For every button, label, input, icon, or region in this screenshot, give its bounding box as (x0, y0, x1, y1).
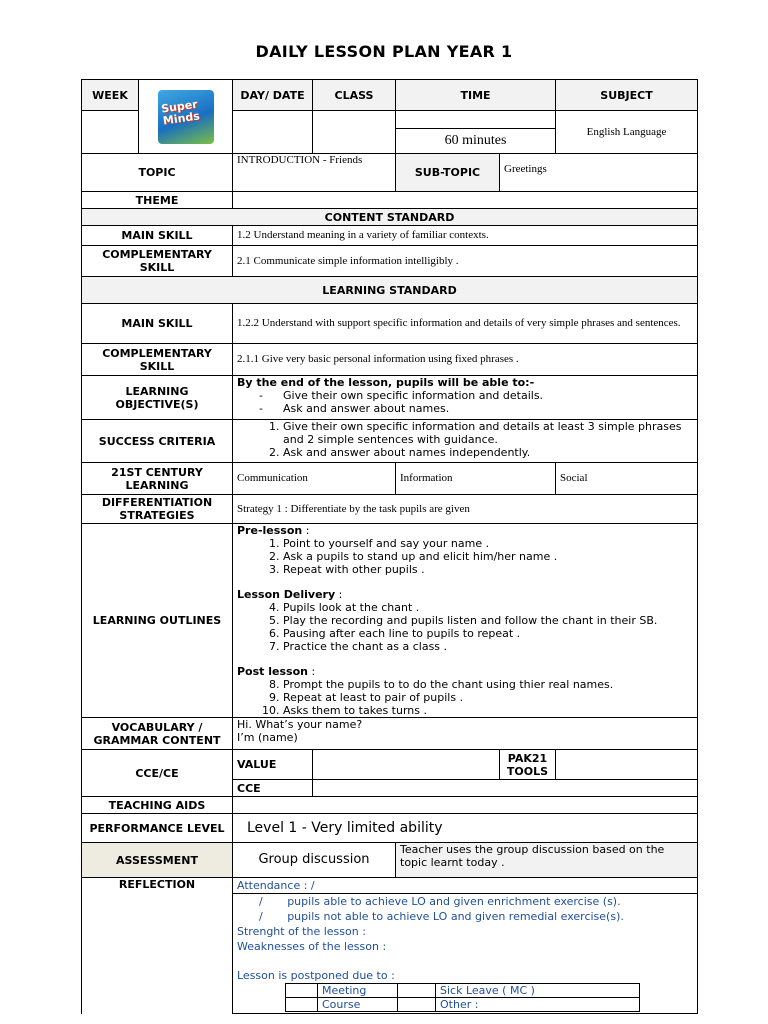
teaching-aids-field (233, 797, 698, 814)
week-value (82, 111, 139, 154)
theme-label: THEME (82, 192, 233, 209)
page-title: DAILY LESSON PLAN YEAR 1 (255, 42, 513, 61)
century-value-social: Social (556, 463, 698, 495)
assessment-note: Teacher uses the group discussion based on the topic learnt today . (396, 843, 698, 878)
cce-label: CCE (233, 780, 313, 797)
lesson-plan-table (81, 79, 698, 1014)
topic-label: TOPIC (82, 154, 233, 192)
postponed-line: Lesson is postponed due to : (237, 969, 395, 982)
pre-lesson-item: 3. Repeat with other pupils . (283, 563, 693, 576)
value-field (313, 750, 500, 780)
objective-item: - Ask and answer about names. (259, 402, 693, 415)
century-value-communication: Communication (233, 463, 396, 495)
postponed-reasons-table (285, 983, 640, 1012)
pre-lesson-list (237, 537, 693, 576)
assessment-method: Group discussion (233, 843, 396, 878)
class-value (313, 111, 396, 154)
cs-main-skill-label: MAIN SKILL (82, 226, 233, 246)
vocabulary-cell (233, 718, 698, 750)
logo-cell (139, 80, 233, 154)
delivery-item: 6. Pausing after each line to pupils to repeat . (283, 627, 693, 640)
reflection-cell (233, 878, 698, 1014)
remedial-slash: / (259, 910, 263, 923)
learning-outlines-label: LEARNING OUTLINES (82, 524, 233, 718)
reason-checkbox-course (286, 998, 318, 1012)
pre-lesson-item: 2. Ask a pupils to stand up and elicit him/her name . (283, 550, 693, 563)
delivery-item: 4. Pupils look at the chant . (283, 601, 693, 614)
delivery-item: 7. Practice the chant as a class . (283, 640, 693, 653)
performance-level-label: PERFORMANCE LEVEL (82, 814, 233, 843)
subject-header: SUBJECT (556, 80, 698, 111)
strength-line: Strenght of the lesson : (237, 925, 366, 938)
sub-topic-label: SUB-TOPIC (396, 154, 500, 192)
cs-complementary-skill-value: 2.1 Communicate simple information intelligibly . (233, 246, 698, 277)
time-value-cell (396, 111, 556, 154)
objective-item: - Give their own specific information and details. (259, 389, 693, 402)
cs-complementary-skill-label: COMPLEMENTARY SKILL (82, 246, 233, 277)
day-date-value (233, 111, 313, 154)
reason-meeting: Meeting (318, 984, 398, 998)
objectives-label: LEARNING OBJECTIVE(S) (82, 376, 233, 420)
reflection-label: REFLECTION (82, 878, 233, 1014)
objectives-cell (233, 376, 698, 420)
lesson-delivery-list (237, 601, 693, 653)
topic-value: INTRODUCTION - Friends (233, 154, 396, 192)
week-header: WEEK (82, 80, 139, 111)
super-minds-logo (158, 90, 214, 144)
enrichment-line: pupils able to achieve LO and given enrichment exercise (s). (287, 895, 621, 908)
time-header: TIME (396, 80, 556, 111)
remedial-line: pupils not able to achieve LO and given remedial exercise(s). (287, 910, 624, 923)
ls-main-skill-label: MAIN SKILL (82, 304, 233, 344)
teaching-aids-label: TEACHING AIDS (82, 797, 233, 814)
pak21-tools-label: PAK21 TOOLS (500, 750, 556, 780)
learning-standard-heading: LEARNING STANDARD (82, 277, 698, 304)
pre-lesson-item: 1. Point to yourself and say your name . (283, 537, 693, 550)
reason-checkbox-other (398, 998, 436, 1012)
delivery-item: 5. Play the recording and pupils listen and follow the chant in their SB. (283, 614, 693, 627)
content-standard-heading: CONTENT STANDARD (82, 209, 698, 226)
attendance-line: Attendance : / (233, 878, 697, 894)
vocabulary-line-1: Hi. What’s your name? (237, 718, 363, 731)
differentiation-label: DIFFERENTIATION STRATEGIES (82, 495, 233, 524)
success-criteria-list (237, 420, 693, 459)
day-date-header: DAY/ DATE (233, 80, 313, 111)
post-lesson-heading: Post lesson (237, 665, 308, 678)
reason-checkbox-sick-leave (398, 984, 436, 998)
post-lesson-item: 10. Asks them to takes turns . (283, 704, 693, 717)
lesson-delivery-heading: Lesson Delivery (237, 588, 336, 601)
post-lesson-item: 8. Prompt the pupils to to do the chant using thier real names. (283, 678, 693, 691)
pre-lesson-heading: Pre-lesson (237, 524, 303, 537)
cce-ce-label: CCE/CE (82, 750, 233, 797)
class-header: CLASS (313, 80, 396, 111)
vocabulary-label: VOCABULARY / GRAMMAR CONTENT (82, 718, 233, 750)
enrichment-slash: / (259, 895, 263, 908)
time-value: 60 minutes (444, 133, 507, 148)
theme-value (233, 192, 698, 209)
century-learning-label: 21ST CENTURY LEARNING (82, 463, 233, 495)
post-lesson-list (237, 678, 693, 717)
assessment-label: ASSESSMENT (82, 843, 233, 878)
post-lesson-item: 9. Repeat at least to pair of pupils . (283, 691, 693, 704)
learning-outlines-cell: Pre-lesson : 1. Point to yourself and say your name . 2. Ask a pupils to stand up and elicit him/her name . 3. Repeat with other pupils . Lesson Delivery : 4. Pupils look at the chant . 5. Play the recording and pupils listen and follow the chant in their SB. 6. Pausing after each line to pupils to repeat . 7. Practice the chant as a class . Post lesson : 8. Prompt the pupils to to do the chant using thier real names. 9. Repeat at least to pair of pupils . 10. Asks them to takes turns . (233, 524, 698, 718)
century-value-information: Information (396, 463, 556, 495)
objectives-intro: By the end of the lesson, pupils will be able to:- (237, 376, 535, 389)
ls-complementary-skill-value: 2.1.1 Give very basic personal information using fixed phrases . (233, 344, 698, 376)
ls-main-skill-value: 1.2.2 Understand with support specific information and details of very simple phrases and sentences. (233, 304, 698, 344)
weakness-line: Weaknesses of the lesson : (237, 940, 387, 953)
reason-course: Course (318, 998, 398, 1012)
reason-checkbox-meeting (286, 984, 318, 998)
vocabulary-line-2: I’m (name) (237, 731, 298, 744)
success-item: 1. Give their own specific information and details at least 3 simple phrases and 2 simple sentences with guidance. (283, 420, 693, 446)
reason-sick-leave: Sick Leave ( MC ) (436, 984, 640, 998)
success-item: 2. Ask and answer about names independently. (283, 446, 693, 459)
success-criteria-label: SUCCESS CRITERIA (82, 420, 233, 463)
value-label: VALUE (233, 750, 313, 780)
subject-value: English Language (556, 111, 698, 154)
logo-text: Super Minds (159, 97, 201, 128)
pak21-tools-field (556, 750, 698, 780)
differentiation-value: Strategy 1 : Differentiate by the task pupils are given (233, 495, 698, 524)
sub-topic-value: Greetings (500, 154, 698, 192)
success-criteria-cell (233, 420, 698, 463)
cce-field (313, 780, 698, 797)
cs-main-skill-value: 1.2 Understand meaning in a variety of familiar contexts. (233, 226, 698, 246)
ls-complementary-skill-label: COMPLEMENTARY SKILL (82, 344, 233, 376)
objectives-list (237, 389, 693, 415)
reason-other: Other : (436, 998, 640, 1012)
performance-level-value: Level 1 - Very limited ability (233, 814, 698, 843)
